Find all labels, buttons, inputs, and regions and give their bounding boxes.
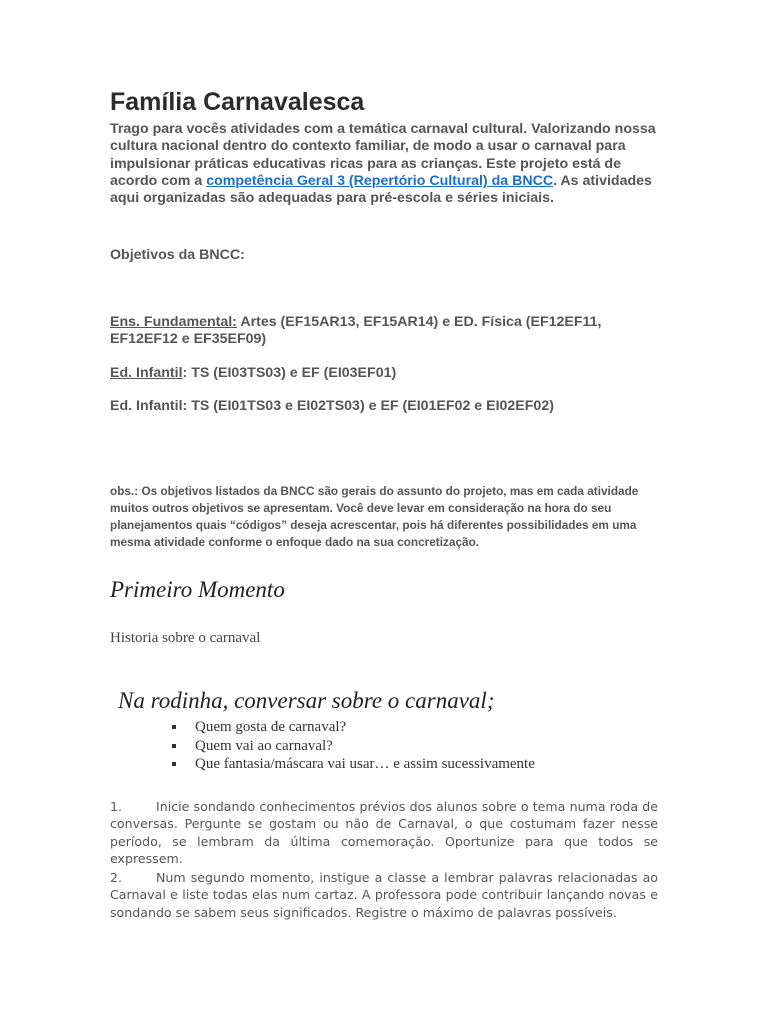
list-item (172, 718, 535, 737)
objective-text: TS (EI03TS03) e EF (EI03EF01) (187, 365, 397, 381)
objective-label: Ed. Infantil: (110, 398, 188, 414)
obs-note: obs.: Os objetivos listados da BNCC são gerais do assunto do projeto, mas em cada atividade muitos outros objetivos se apresentam. Você deve levar em consideração na hora do seu planejamentos quais “códigos” deseja acrescentar, pois há diferentes possibilidades em uma mesma atividade conforme o enfoque dado na sua concretização. (110, 484, 639, 549)
square-bullet-icon (172, 744, 176, 748)
bncc-competencia-link[interactable]: competência Geral 3 (Repertório Cultural) da BNCC (206, 172, 554, 189)
rodinha-heading: Na rodinha, conversar sobre o carnaval; (118, 688, 495, 713)
objective-ens-fundamental (110, 314, 670, 349)
objective-label: Ens. Fundamental: (110, 314, 237, 330)
discussion-question-list (172, 718, 535, 774)
list-item (172, 755, 535, 774)
objective-ed-infantil-2 (110, 398, 670, 415)
document-title: Família Carnavalesca (110, 88, 365, 116)
intro-text-after: . As atividades aqui organizadas são adequadas para pré-escola e séries iniciais. (110, 172, 652, 207)
square-bullet-icon (172, 762, 176, 766)
intro-text-before: Trago para vocês atividades com a temática carnaval cultural. Valorizando nossa cultura nacional dentro do contexto familiar, de modo a usar o carnaval para impulsionar práticas educativas ricas para as crianças. Este projeto está de acordo com a (110, 121, 656, 189)
intro-paragraph (110, 121, 660, 207)
section-heading: Primeiro Momento (110, 577, 285, 602)
list-item-text: Que fantasia/máscara vai usar… e assim sucessivamente (195, 756, 535, 772)
step-text: Num segundo momento, instigue a classe a lembrar palavras relacionadas ao Carnaval e liste todas elas num cartaz. A professora pode contribuir lançando novas e sondando se sabem seus significados. Registre o máximo de palavras possíveis. (110, 870, 658, 920)
step-number: 1. (110, 799, 123, 814)
list-item-text: Quem vai ao carnaval? (195, 737, 333, 754)
objective-text: TS (EI01TS03 e EI02TS03) e EF (EI01EF02 e EI02EF02) (187, 398, 554, 414)
objective-label: Ed. Infantil (110, 365, 183, 381)
square-bullet-icon (172, 725, 176, 729)
step-number: 2. (110, 870, 123, 885)
objectives-heading: Objetivos da BNCC: (110, 247, 245, 263)
objective-text: Artes (EF15AR13, EF15AR14) e ED. Física (EF12EF11, EF12EF12 e EF35EF09) (110, 314, 602, 348)
list-item-text: Quem gosta de carnaval? (195, 719, 347, 735)
list-item (172, 737, 535, 756)
step-1 (110, 798, 658, 867)
step-2 (110, 869, 658, 921)
objective-ed-infantil-1 (110, 365, 670, 382)
step-text: Inicie sondando conhecimentos prévios dos alunos sobre o tema numa roda de conversas. Pergunte se gostam ou não de Carnaval, o que costumam fazer nesse período, se lembram da última comemoração. Oportunize para que todos se expressem. (110, 799, 658, 866)
objective-label-suffix: : (182, 365, 188, 381)
section-subtitle: Historia sobre o carnaval (110, 630, 261, 646)
